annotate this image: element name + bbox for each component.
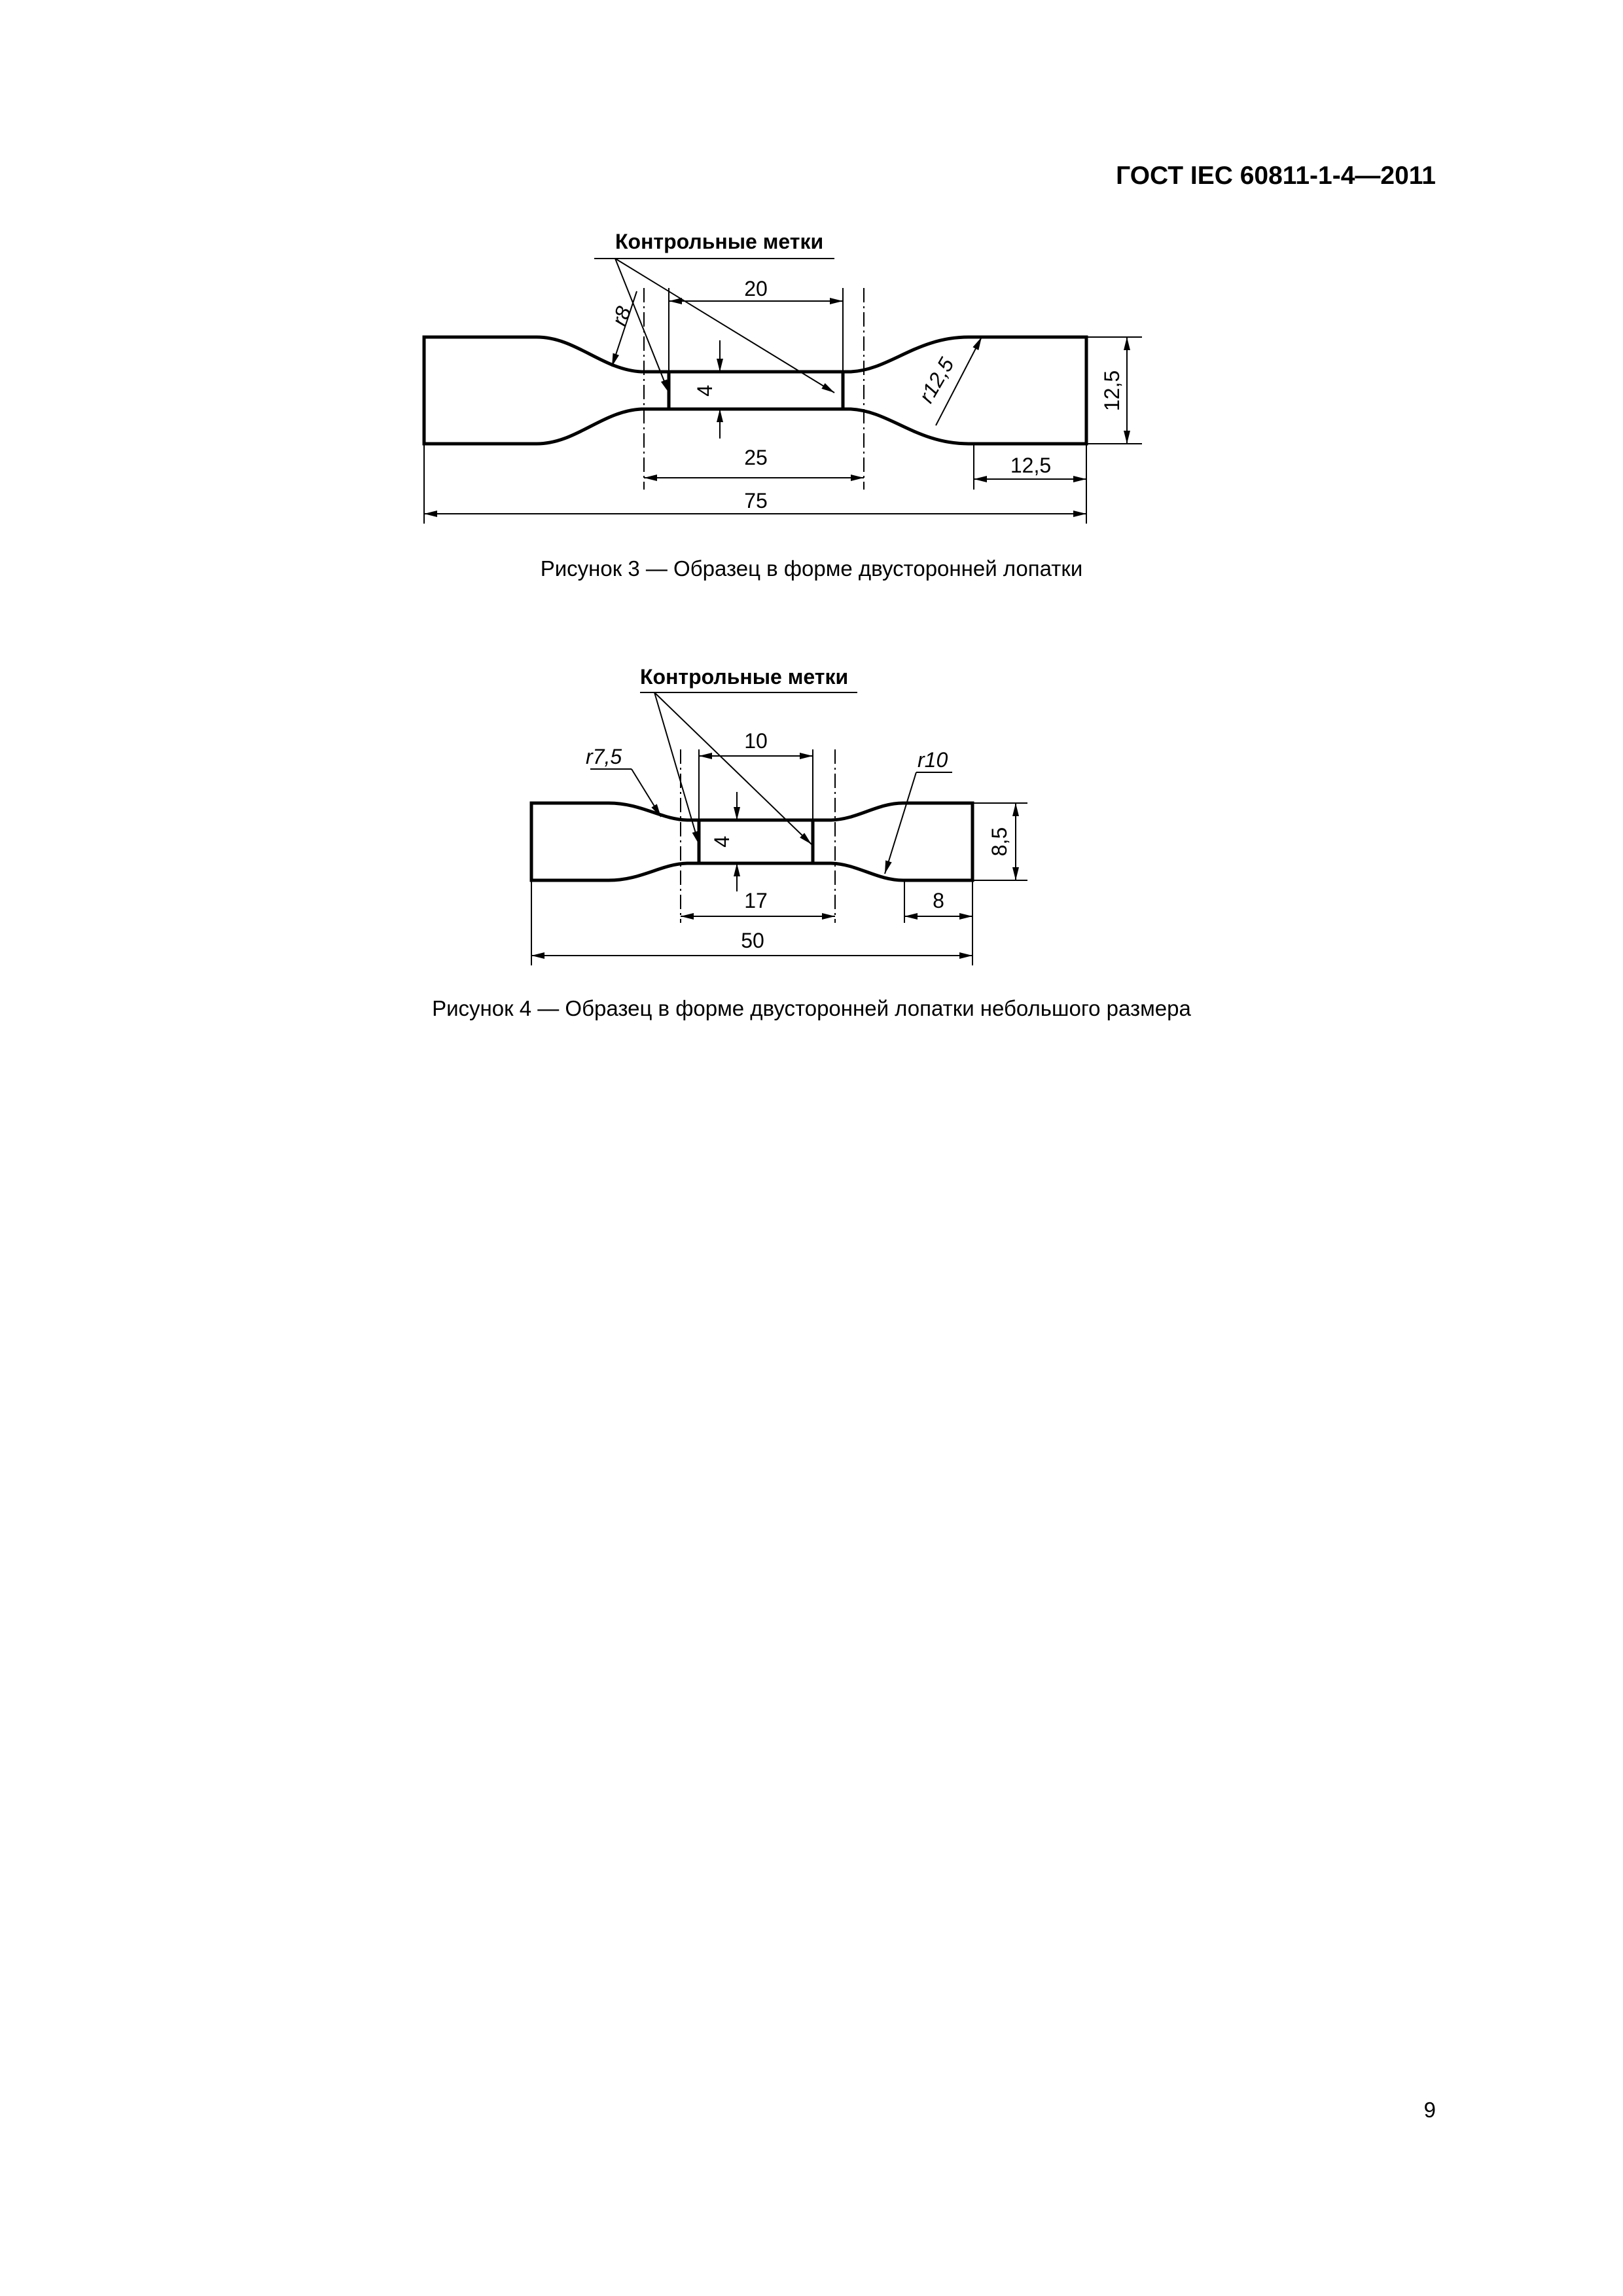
figure-4-caption: Рисунок 4 — Образец в форме двусторонней лопатки небольшого размера	[432, 996, 1191, 1020]
fig4-radius-small: r7,5	[586, 745, 622, 768]
figure-3-caption: Рисунок 3 — Образец в форме двусторонней лопатки	[540, 556, 1083, 581]
fig3-dim-end-width: 12,5	[1100, 370, 1124, 412]
fig4-dim-17: 17	[744, 889, 768, 912]
fig3-dim-75: 75	[744, 489, 768, 512]
fig4-radius-large: r10	[918, 748, 948, 772]
figure-4-drawing	[0, 0, 1623, 995]
fig4-dim-narrow-width: 4	[710, 836, 734, 848]
fig4-dim-50: 50	[741, 929, 764, 952]
standard-header: ГОСТ IEC 60811-1-4—2011	[1116, 162, 1436, 190]
fig3-dim-end-length: 12,5	[1010, 454, 1052, 477]
page-number: 9	[1423, 2098, 1436, 2122]
fig3-dim-25: 25	[744, 446, 768, 469]
fig4-dim-10: 10	[744, 729, 768, 753]
fig3-dim-narrow-width: 4	[693, 385, 717, 397]
fig3-radius-small: r8	[607, 303, 636, 329]
fig3-radius-large: r12,5	[914, 353, 959, 407]
fig3-dim-20: 20	[744, 277, 768, 300]
fig4-dim-end-length: 8	[933, 889, 944, 912]
fig4-specimen-outline	[531, 803, 972, 880]
fig4-leader-label: Контрольные метки	[640, 665, 849, 689]
fig3-leader-label: Контрольные метки	[615, 230, 824, 253]
fig4-dim-end-width: 8,5	[988, 827, 1011, 857]
